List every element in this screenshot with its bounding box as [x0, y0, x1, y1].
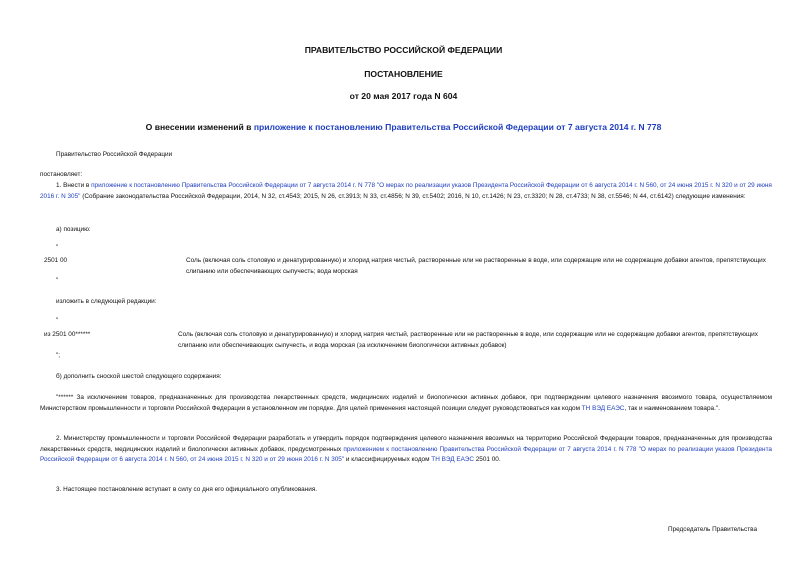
paragraph-2 [40, 434, 772, 466]
signature: Председатель Правительства [668, 526, 757, 533]
p2-text-b: и классифицируемых кодом [344, 456, 432, 463]
paragraph-3: 3. Настоящее постановление вступает в силу со дня его официального опубликования. [56, 486, 318, 493]
title-prefix: О внесении изменений в [145, 122, 254, 132]
title-link[interactable]: приложение к постановлению Правительства Российской Федерации от 7 августа 2014 г. N 778 [253, 122, 662, 132]
sub-a: а) позицию: [56, 226, 91, 233]
government-heading: ПРАВИТЕЛЬСТВО РОССИЙСКОЙ ФЕДЕРАЦИИ [304, 45, 503, 55]
quote-open-2: " [56, 317, 59, 324]
document-date: от 20 мая 2017 года N 604 [349, 91, 458, 101]
p2-text-c: 2501 00. [473, 456, 501, 463]
quote-close-2: "; [56, 352, 61, 359]
p2-link-1[interactable]: приложением к постановлению Правительства Российской Федерации от 7 августа 2014 г. N 778 "О мерах по реализации указов Президента Российской Федерации от 6 августа 2014 г. N 560, от 24 июня 2015 г. N 320 и от 29 июня 2016 г. N 305" [40, 445, 772, 463]
p1-text-b: (Собрание законодательства Российской Федерации, 2014, N 32, ст.4543; 2015, N 26, ст.3913; N 33, ст.4856; N 39, ст.5402; 2016, N 10, ст.1426; N 23, ст.3320; N 28, ст.4733; N 38, ст.5546; N 44, ст.6142) следующие изменения: [80, 192, 746, 200]
footnote-link[interactable]: ТН ВЭД ЕАЭС [581, 404, 625, 412]
p2-text-a: 2. Министерству промышленности и торговли Российской Федерации разработать и утвердить порядок подтверждения целевого назначения ввозимых на территорию Российской Федерации товаров, предназначенных для производства лекарственных средств, медицинских изделий и биологически активных добавок, предусмотренных [40, 435, 772, 453]
row2-code: из 2501 00****** [44, 331, 91, 338]
intro-decides: постановляет: [40, 171, 83, 178]
p1-text-a: 1. Внести в [56, 182, 92, 189]
row1-description: Соль (включая соль столовую и денатурированную) и хлорид натрия чистый, растворенные или не растворенные в воде, или содержащие или не содержащие добавки агентов, препятствующих слипанию или обеспечивающих сыпучесть; вода морская [186, 257, 766, 275]
p2-link-2[interactable]: ТН ВЭД ЕАЭС [431, 456, 474, 463]
paragraph-1 [40, 181, 772, 202]
document-title [0, 122, 807, 132]
footnote-text [40, 393, 772, 414]
footnote-body: "****** За исключением товаров, предназначенных для производства лекарственных средств, медицинских изделий и биологически активных добавок, при подтверждении целевого назначения ввозимого товара, осуществляемом Министерством промышленности и торговли Российской Федерации в установленном им порядке. Для целей применения настоящей позиции следует руководствоваться как кодом [40, 394, 772, 412]
quote-close-1: " [56, 277, 59, 284]
restate-label: изложить в следующей редакции: [56, 298, 157, 305]
row1-code: 2501 00 [44, 257, 68, 264]
footnote-end: , так и наименованием товара.". [624, 404, 720, 412]
quote-open-1: " [56, 244, 59, 251]
intro-government: Правительство Российской Федерации [56, 151, 173, 158]
sub-b: б) дополнить сноской шестой следующего содержания: [56, 373, 222, 380]
document-type: ПОСТАНОВЛЕНИЕ [364, 69, 443, 79]
row2-description: Соль (включая соль столовую и денатурированную) и хлорид натрия чистый, растворенные или не растворенные в воде, или содержащие или не содержащие добавки агентов, препятствующих слипанию или обеспечивающих сыпучесть, и вода морская (за исключением биологически активных добавок) [178, 331, 758, 349]
p1-link[interactable]: приложение к постановлению Правительства Российской Федерации от 7 августа 2014 г. N 778 "О мерах по реализации указов Президента Российской Федерации от 6 августа 2014 г. N 560, от 24 июня 2015 г. N 320 и от 29 июня 2016 г. N 305" [40, 182, 772, 200]
